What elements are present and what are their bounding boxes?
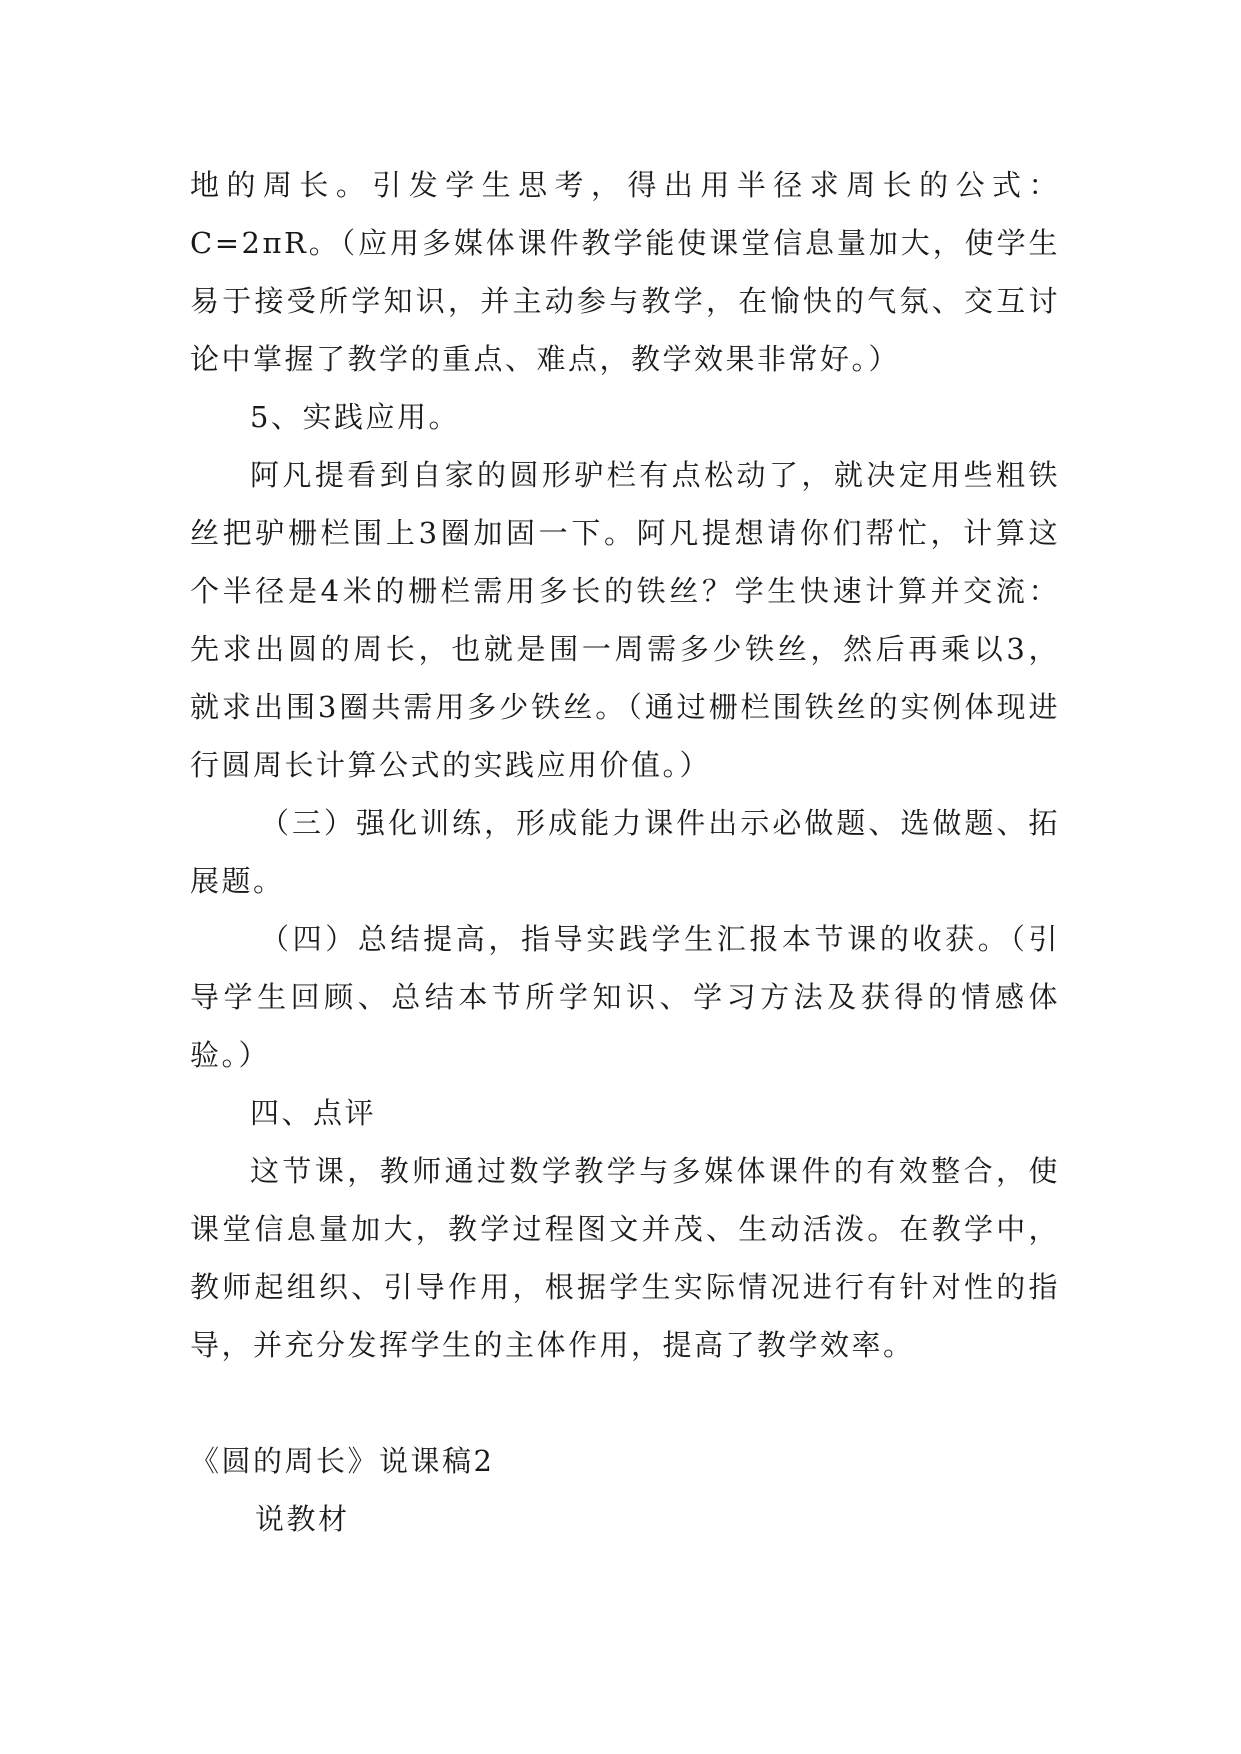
paragraph-training: （三）强化训练，形成能力课件出示必做题、选做题、拓展题。: [190, 806, 1060, 898]
paragraph-summary: （四）总结提高，指导实践学生汇报本节课的收获。（引导学生回顾、总结本节所学知识、学习方法及获得的情感体验。）: [190, 922, 1060, 1072]
section-subtitle: 说教材: [255, 1502, 350, 1536]
heading-practice-application: 5、实践应用。: [250, 400, 460, 434]
paragraph-afanti-example: 阿凡提看到自家的圆形驴栏有点松动了，就决定用些粗铁丝把驴栅栏围上3圈加固一下。阿凡提想请你们帮忙，计算这个半径是4米的栅栏需用多长的铁丝？学生快速计算并交流：先求出圆的周长，也就是围一周需多少铁丝，然后再乘以3，就求出围3圈共需用多少铁丝。（通过栅栏围铁丝的实例体现进行圆周长计算公式的实践应用价值。）: [190, 458, 1060, 782]
document-body: [190, 156, 1060, 1548]
paragraph-review: 这节课，教师通过数学教学与多媒体课件的有效整合，使课堂信息量加大，教学过程图文并茂、生动活泼。在教学中，教师起组织、引导作用，根据学生实际情况进行有针对性的指导，并充分发挥学生的主体作用，提高了教学效率。: [190, 1154, 1060, 1362]
paragraph-formula: 地的周长。引发学生思考，得出用半径求周长的公式：C=2πR。（应用多媒体课件教学能使课堂信息量加大，使学生易于接受所学知识，并主动参与教学，在愉快的气氛、交互讨论中掌握了教学的重点、难点，教学效果非常好。）: [190, 168, 1060, 376]
section-title: 《圆的周长》说课稿2: [190, 1444, 495, 1478]
heading-review: 四、点评: [250, 1096, 377, 1130]
